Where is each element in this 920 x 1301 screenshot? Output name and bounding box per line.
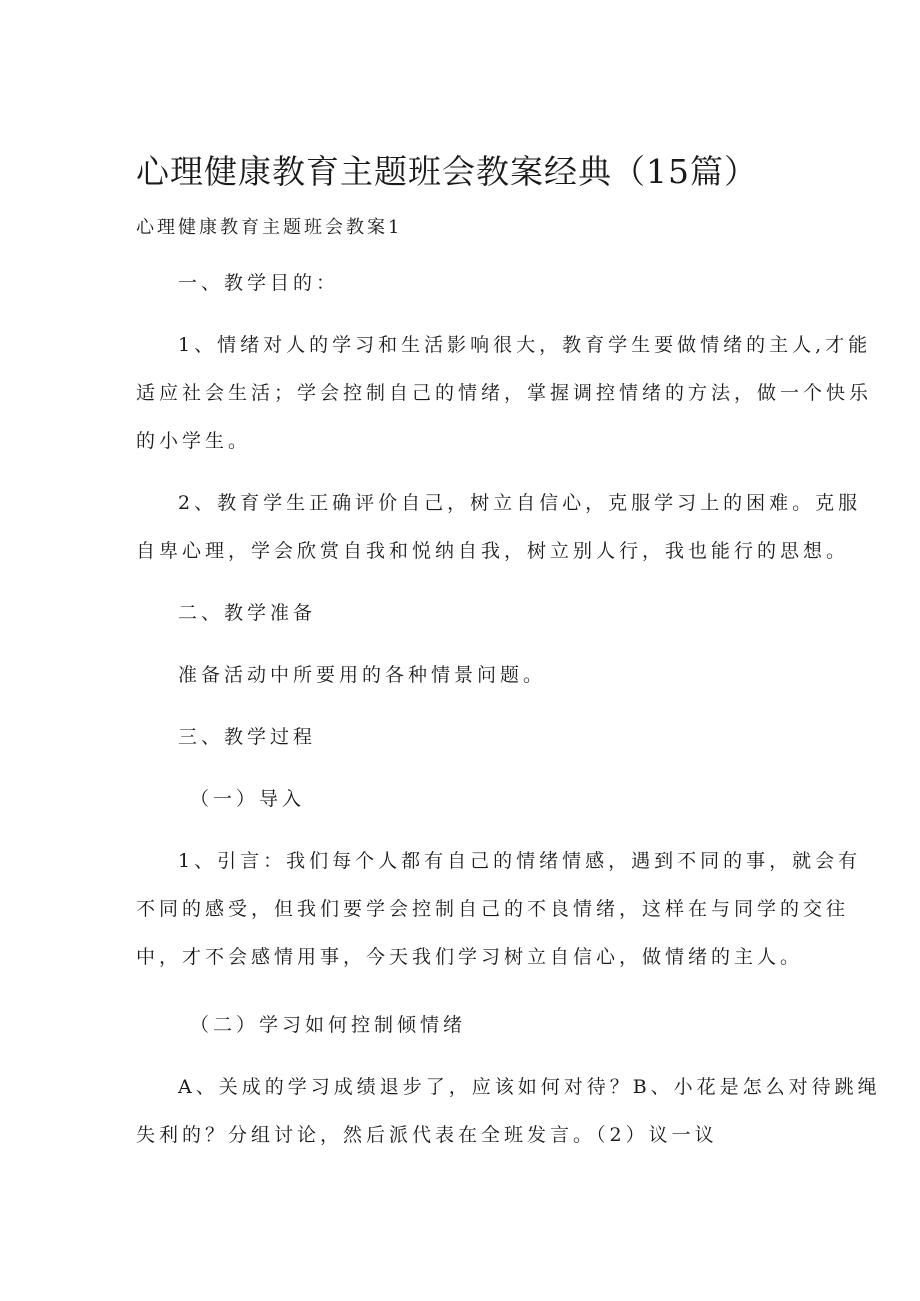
section-heading: 三、教学过程: [178, 726, 317, 748]
document-subtitle: 心理健康教育主题班会教案1: [136, 217, 403, 238]
subsection-heading: （二）学习如何控制倾情绪: [190, 1014, 467, 1036]
document-title: 心理健康教育主题班会教案经典（15篇）: [136, 152, 758, 191]
paragraph-line: 不同的感受，但我们要学会控制自己的不良情绪，这样在与同学的交往: [136, 898, 850, 920]
paragraph-line: 1、情绪对人的学习和生活影响很大，教育学生要做情绪的主人,才能: [178, 334, 872, 356]
paragraph-line: 1、引言：我们每个人都有自己的情绪情感，遇到不同的事，就会有: [178, 850, 862, 872]
paragraph-line: A、关成的学习成绩退步了，应该如何对待？B、小花是怎么对待跳绳: [178, 1076, 881, 1098]
paragraph-line: 自卑心理，学会欣赏自我和悦纳自我，树立别人行，我也能行的思想。: [136, 540, 850, 562]
paragraph-line: 中，才不会感情用事，今天我们学习树立自信心，做情绪的主人。: [136, 946, 804, 968]
paragraph-line: 准备活动中所要用的各种情景问题。: [178, 664, 547, 686]
subsection-heading: （一）导入: [190, 788, 306, 810]
paragraph-line: 适应社会生活；学会控制自己的情绪，掌握调控情绪的方法，做一个快乐: [136, 382, 873, 404]
paragraph-line: 2、教育学生正确评价自己，树立自信心，克服学习上的困难。克服: [178, 492, 862, 514]
paragraph-line: 的小学生。: [136, 430, 252, 452]
section-heading: 二、教学准备: [178, 602, 317, 624]
paragraph-line: 失利的？分组讨论，然后派代表在全班发言。（2）议一议: [136, 1124, 718, 1146]
section-heading: 一、教学目的：: [178, 272, 340, 294]
